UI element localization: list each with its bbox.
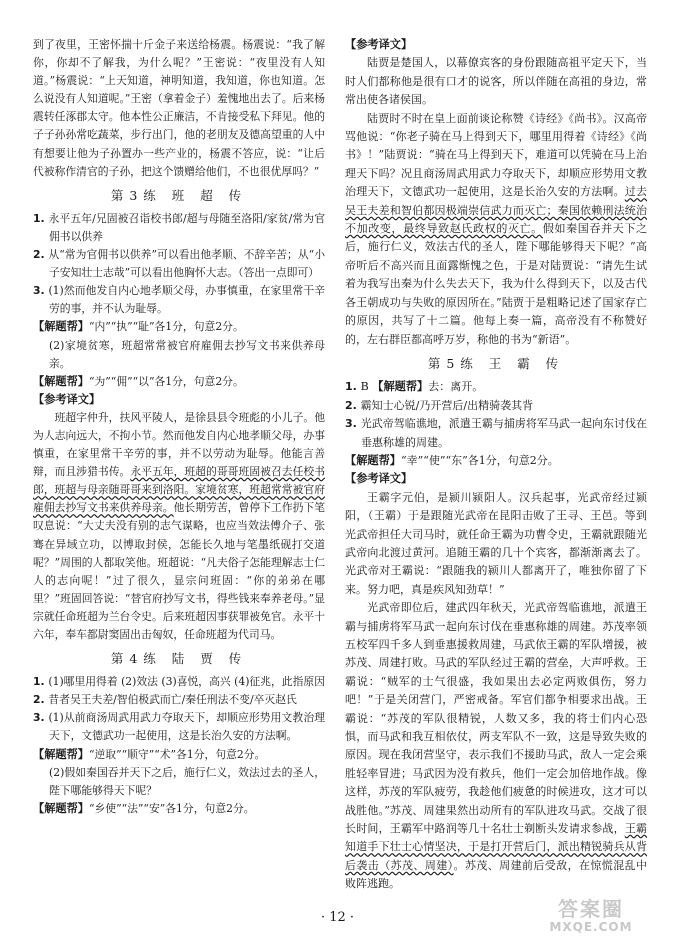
answer-number: 1.: [33, 675, 49, 689]
translation-text: 班超字仲升，扶风平陵人，是徐县县令班彪的小儿子。他为人志向远大，不拘小节。然而他发自内心地孝顺父母，办事慎重，在家里常干辛劳的事，并不以劳动为耻辱。他能言善辩，而且涉猎书传。: [33, 410, 325, 479]
translation-paragraph: [33, 409, 325, 644]
answer-text: (1)哪里用得着 (2)效法 (3)喜悦，高兴 (4)征兆，此指原因: [48, 675, 325, 689]
tip-label: 【解题帮】: [33, 747, 89, 761]
underlined-text: 永平五年，班超的哥哥班固被召去任校书郎，班超与母亲随哥哥来到洛阳。家境贫寒，班超常常被官府雇佣去抄写文书来供养母亲。: [33, 465, 326, 515]
translation-heading: 【参考译文】: [33, 392, 101, 406]
tip-text: “逆取”“顺守”“术”各1分，句意2分。: [88, 747, 266, 761]
watermark-text: 答案圈: [558, 897, 624, 921]
translation-text: 光武帝即位后，建武四年秋天，光武帝驾临谯地，派遣王霸与捕虏将军马武一起向东讨伐在垂惠称雄的周建。苏茂率领五校军四千多人到垂惠援救周建，马武依王霸的军队增援，被苏茂、周建打败。马武的军队经过王霸的营垒，大声呼救。王霸说：“贼军的士气很盛，我如果出去必定两败俱伤，努力吧！”于是关闭营门，严密戒备。军官们都争相要求出战。王霸说：“苏茂的军队很精锐，人数又多，我的将士们内心恐惧，而马武和我互相依仗，两支军队不一致，这是导致失败的原因。现在我闭营坚守，表示我们不援助马武，敌人一定会乘胜轻率冒进；马武因为没有救兵，他们一定会加倍地作战。像这样，苏茂的军队疲劳，我趁他们疲惫的时候进攻，这才可以战胜他。”苏茂、周建果然出动所有的军队进攻马武。交战了很长时间，王霸军中路润等几十名壮士剃断头发请求参战，: [345, 601, 647, 836]
section-title-lu-jia: 第4练 陆 贾 传: [110, 651, 248, 667]
answer-text: B: [360, 380, 369, 394]
tip-label: 【解题帮】: [345, 453, 401, 467]
section-title-wang-ba: 第5练 王 霸 传: [427, 355, 565, 371]
answer-tip: [33, 373, 325, 391]
underlined-text: 过去吴王夫差和智伯都因极端崇信武力而灭亡；秦国依赖刑法统治不加改变，最终导致赵氏政权的灭亡。: [345, 185, 648, 236]
answer-number: 2.: [33, 248, 49, 262]
answer-number: 3.: [33, 284, 49, 298]
answer-text: (1)然而他发自内心地孝顺父母，办事慎重，在家里常干辛劳的事，并不认为耻辱。: [48, 284, 326, 316]
answer-2: [33, 246, 325, 282]
answer-3: [345, 415, 647, 452]
translation-paragraph: [345, 599, 647, 894]
right-column: [345, 36, 647, 894]
answer-tip: [345, 452, 647, 470]
answer-text: 光武帝驾临谯地，派遣王霸与捕虏将军马武一起向东讨伐在垂惠称雄的周建。: [360, 417, 648, 449]
tip-text: 去：离开。: [428, 380, 484, 394]
answer-number: 1.: [345, 380, 361, 394]
tip-text: “内”“执”“耻”各1分，句意2分。: [88, 320, 244, 334]
translation-heading: 【参考译文】: [345, 472, 413, 486]
translation-paragraph: [345, 110, 647, 349]
answer-number: 2.: [33, 693, 49, 707]
tip-label: 【解题帮】: [33, 801, 89, 815]
answer-1: [33, 210, 325, 246]
tip-text: “幸”“使”“东”各1分，句意2分。: [400, 453, 559, 467]
left-column: [33, 36, 325, 818]
tip-label: 【解题帮】: [33, 374, 89, 388]
answer-text: (1)从前商汤周武用武力夺取天下，却顺应形势用文教治理天下，文德武功一起使用，这是长治久安的方法啊。: [48, 711, 326, 743]
answer-tip: [33, 746, 325, 764]
watermark-url: MXQE.COM: [549, 920, 633, 934]
intro-paragraph: 到了夜里，王密怀揣十斤金子来送给杨震。杨震说：“我了解你，你却不了解我，为什么呢？”王密说：“夜里没有人知道。”杨震说：“上天知道，神明知道，我知道，你也知道。怎么说没有人知道呢。”王密（拿着金子）羞愧地出去了。后来杨震转任涿郡太守。他本性公正廉洁，不肯接受私下拜见。他的子子孙孙常吃蔬菜，步行出门，他的老朋友及德高望重的人中有想要让他为子孙置办一些产业的，杨震不答应，说：“让后代被称作清官的子孙，把这个馈赠给他们，不也很优厚吗？”: [33, 38, 325, 178]
answer-tip: [33, 318, 325, 336]
translation-text: 假如秦国吞并天下之后，施行仁义，效法古代的圣人，陛下哪能够得天下呢？”高帝听后不高兴而且面露惭愧之色，于是对陆贾说：“请先生试着为我写出秦为什么失去天下，我为什么得到天下，以及古代各王朝成功与失败的原因所在。”陆贾于是粗略记述了国家存亡的原因，共写了十二篇。他每上奏一篇，高帝没有不称赞好的，左右群臣都高呼万岁，称他的书为“新语”。: [345, 222, 648, 346]
translation-heading: 【参考译文】: [345, 38, 413, 51]
section-title-ban-chao: 第3练 班 超 传: [110, 187, 248, 203]
answer-3-2: (2)家境贫寒，班超常常被官府雇佣去抄写文书来供养母亲。: [49, 338, 325, 370]
tip-text: “乡使”“法”“安”各1分，句意2分。: [88, 801, 255, 815]
answer-text: 永平五年/兄固被召诣校书郎/超与母随至洛阳/家贫/常为官佣书以供养: [48, 211, 325, 243]
translation-text: 。苏茂、周建前后受敌，在惊慌混乱中败阵逃跑。: [345, 858, 648, 891]
answer-number: 3.: [345, 417, 361, 431]
translation-text: 他长期劳苦，曾停下工作扔下笔叹息说：“大丈夫没有别的志气谋略，也应当效法傅介子、张骞在异域立功，以博取封侯，怎能长久地与笔墨纸砚打交道呢？”周围的人都取笑他。班超说：“凡夫俗子怎能理解志士仁人的志向呢！”过了很久，显宗问班固：“你的弟弟在哪里？”班固回答说：“替官府抄写文书，得些钱来奉养老母。”显宗就任命班超为兰台令史。后来班超因事获罪被免官。永平十六年，奉车都尉窦固出击匈奴，任命班超为代司马。: [33, 501, 326, 641]
answer-text: 昔者吴王夫差/智伯极武而亡/秦任刑法不变/卒灭赵氏: [48, 693, 297, 707]
answer-number: 2.: [345, 398, 361, 412]
answer-1: [33, 673, 325, 691]
tip-text: “为”“佣”“以”各1分，句意2分。: [88, 374, 244, 388]
answer-number: 1.: [33, 211, 49, 225]
answer-2: [33, 691, 325, 709]
translation-text: 陆贾时不时在皇上面前谈论称赞《诗经》《尚书》。汉高帝骂他说：“你老子骑在马上得到天下，哪里用得着《诗经》《尚书》！”陆贾说：“骑在马上得到天下，难道可以凭骑在马上治理天下吗？况且商汤周武用武力夺取天下，却顺应形势用文教治理天下，文德武功一起使用，这是长治久安的方法啊。: [345, 111, 647, 199]
answer-3-2: (2)假如秦国吞并天下之后，施行仁义，效法过去的圣人，陛下哪能够得天下呢？: [49, 765, 325, 797]
answer-tip: [33, 800, 325, 818]
translation-paragraph: 陆贾是楚国人，以幕僚宾客的身份跟随高祖平定天下，当时人们都称他是很有口才的说客，所以伴随在高祖的身边，常常出使各诸侯国。: [345, 56, 647, 107]
answer-1: [345, 378, 647, 396]
underlined-text: 王霸知道手下壮士心情坚决，于是打开营后门，派出精锐骑兵从背后袭击（苏茂、周建）: [345, 822, 648, 872]
translation-paragraph: 王霸字元伯，是颍川颍阳人。汉兵起事，光武帝经过颍阳，（王霸）于是跟随光武帝在昆阳击败了王寻、王邑。等到光武帝担任大司马时，就任命王霸为功曹令史，王霸就跟随光武帝向北渡过黄河。追随王霸的几十个宾客，都渐渐离去了。光武帝对王霸说：“跟随我的颍川人都离开了，唯独你留了下来。努力吧，真是疾风知劲草！”: [345, 490, 647, 596]
answer-2: [345, 397, 647, 415]
answer-3: [33, 282, 325, 318]
watermark-logo: [522, 898, 660, 938]
answer-3: [33, 709, 325, 745]
answer-text: 霸知士心锐/乃开营后/出精骑袭其背: [360, 398, 534, 412]
page-number: · 12 ·: [320, 910, 355, 925]
tip-label: 【解题帮】: [372, 380, 429, 394]
answer-number: 3.: [33, 711, 49, 725]
answer-text: 从“常为官佣书以供养”可以看出他孝顺、不辞辛苦；从“小子安知壮士志哉”可以看出他胸怀大志。（答出一点即可）: [48, 248, 326, 280]
tip-label: 【解题帮】: [33, 320, 89, 334]
